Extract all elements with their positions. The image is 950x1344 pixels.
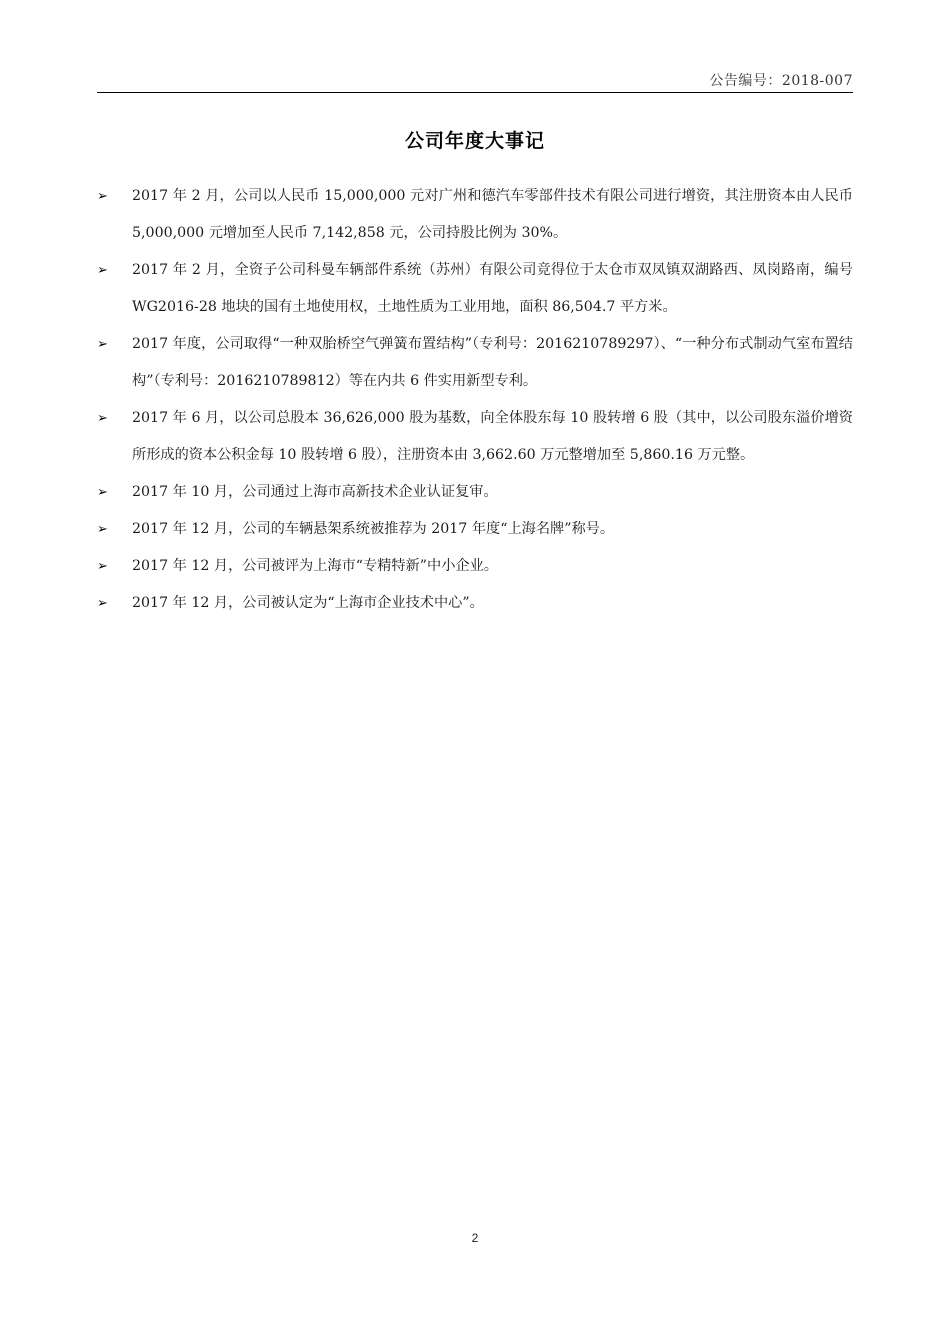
list-item: [97, 178, 853, 252]
arrow-bullet-icon: ➢: [97, 522, 108, 537]
announcement-number: 公告编号：2018-007: [709, 73, 853, 89]
page-number: 2: [471, 1231, 479, 1245]
arrow-bullet-icon: ➢: [97, 263, 108, 278]
list-item: [97, 400, 853, 474]
arrow-bullet-icon: ➢: [97, 337, 108, 352]
arrow-bullet-icon: ➢: [97, 559, 108, 574]
events-list: [97, 178, 853, 622]
event-text: 2017 年 2 月，全资子公司科曼车辆部件系统（苏州）有限公司竞得位于太仓市双凤镇双湖路西、凤岗路南，编号 WG2016-28 地块的国有土地使用权，土地性质为工业用地，面积 86,504.7 平方米。: [132, 262, 853, 315]
event-text: 2017 年 12 月，公司被评为上海市“专精特新”中小企业。: [132, 558, 498, 574]
list-item: [97, 252, 853, 326]
arrow-bullet-icon: ➢: [97, 596, 108, 611]
arrow-bullet-icon: ➢: [97, 189, 108, 204]
list-item: [97, 474, 853, 511]
event-text: 2017 年 12 月，公司被认定为“上海市企业技术中心”。: [132, 595, 484, 611]
event-text: 2017 年 12 月，公司的车辆悬架系统被推荐为 2017 年度“上海名牌”称号。: [132, 521, 615, 537]
event-text: 2017 年 10 月，公司通过上海市高新技术企业认证复审。: [132, 484, 498, 500]
event-text: 2017 年度，公司取得“一种双胎桥空气弹簧布置结构”（专利号：2016210789297）、“一种分布式制动气室布置结构”（专利号：2016210789812）等在内共 6 件实用新型专利。: [132, 336, 853, 389]
list-item: [97, 585, 853, 622]
arrow-bullet-icon: ➢: [97, 485, 108, 500]
list-item: [97, 326, 853, 400]
arrow-bullet-icon: ➢: [97, 411, 108, 426]
event-text: 2017 年 6 月，以公司总股本 36,626,000 股为基数，向全体股东每 10 股转增 6 股（其中，以公司股东溢价增资所形成的资本公积金每 10 股转增 6 股），注册资本由 3,662.60 万元整增加至 5,860.16 万元整。: [132, 410, 853, 463]
list-item: [97, 548, 853, 585]
event-text: 2017 年 2 月，公司以人民币 15,000,000 元对广州和德汽车零部件技术有限公司进行增资，其注册资本由人民币 5,000,000 元增加至人民币 7,142,858 元，公司持股比例为 30%。: [132, 188, 853, 241]
page-title: 公司年度大事记: [404, 130, 545, 152]
header-divider: [97, 92, 853, 93]
list-item: [97, 511, 853, 548]
